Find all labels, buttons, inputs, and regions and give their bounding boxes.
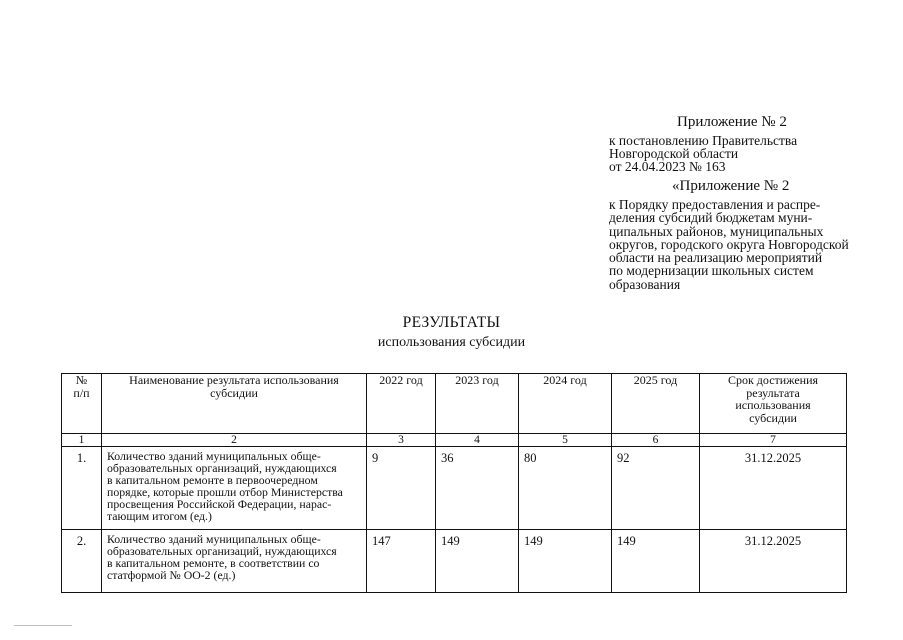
header-2023: 2023 год	[436, 374, 519, 434]
row-deadline: 31.12.2025	[700, 447, 847, 530]
row-name: Количество зданий муниципальных обще- образовательных организаций, нуждающихся в капитальном ремонте, в соответствии со статформой № ОО-2 (ед.)	[102, 530, 367, 593]
column-number-row	[62, 434, 847, 447]
attachment-subtitle: «Приложение № 2	[672, 178, 790, 194]
header-2022: 2022 год	[367, 374, 436, 434]
header-index: № п/п	[62, 374, 102, 434]
header-2025: 2025 год	[612, 374, 700, 434]
row-value-2024: 149	[519, 530, 612, 593]
row-value-2024: 80	[519, 447, 612, 530]
document-title: РЕЗУЛЬТАТЫ	[402, 314, 501, 331]
row-deadline: 31.12.2025	[700, 530, 847, 593]
column-number: 6	[612, 434, 700, 447]
row-value-2025: 92	[612, 447, 700, 530]
row-value-2023: 36	[436, 447, 519, 530]
row-index: 2.	[62, 530, 102, 593]
column-number: 7	[700, 434, 847, 447]
header-name: Наименование результата использования субсидии	[102, 374, 367, 434]
row-value-2025: 149	[612, 530, 700, 593]
row-index: 1.	[62, 447, 102, 530]
column-number: 1	[62, 434, 102, 447]
row-value-2022: 147	[367, 530, 436, 593]
attachment-title: Приложение № 2	[677, 114, 787, 130]
header-deadline: Срок достижения результата использования субсидии	[700, 374, 847, 434]
header-2024: 2024 год	[519, 374, 612, 434]
column-number: 5	[519, 434, 612, 447]
row-value-2023: 149	[436, 530, 519, 593]
document-subtitle: использования субсидии	[377, 335, 526, 350]
column-number: 4	[436, 434, 519, 447]
table-row	[62, 447, 847, 530]
table-row	[62, 530, 847, 593]
footer-divider	[14, 625, 72, 626]
row-name: Количество зданий муниципальных обще- образовательных организаций, нуждающихся в капитальном ремонте в первоочередном порядке, которые прошли отбор Министерства просвещения Российской Федерации, нарас- тающим итогом (ед.)	[102, 447, 367, 530]
results-table	[61, 373, 847, 593]
table-header-row	[62, 374, 847, 434]
decree-reference: к постановлению Правительства Новгородской области от 24.04.2023 № 163	[609, 133, 798, 174]
column-number: 3	[367, 434, 436, 447]
column-number: 2	[102, 434, 367, 447]
order-reference: к Порядку предоставления и распре- деления субсидий бюджетам муни- ципальных районов, муниципальных округов, городского округа Новгородской области на реализацию мероприятий по модернизации школьных систем образования	[609, 197, 849, 292]
row-value-2022: 9	[367, 447, 436, 530]
